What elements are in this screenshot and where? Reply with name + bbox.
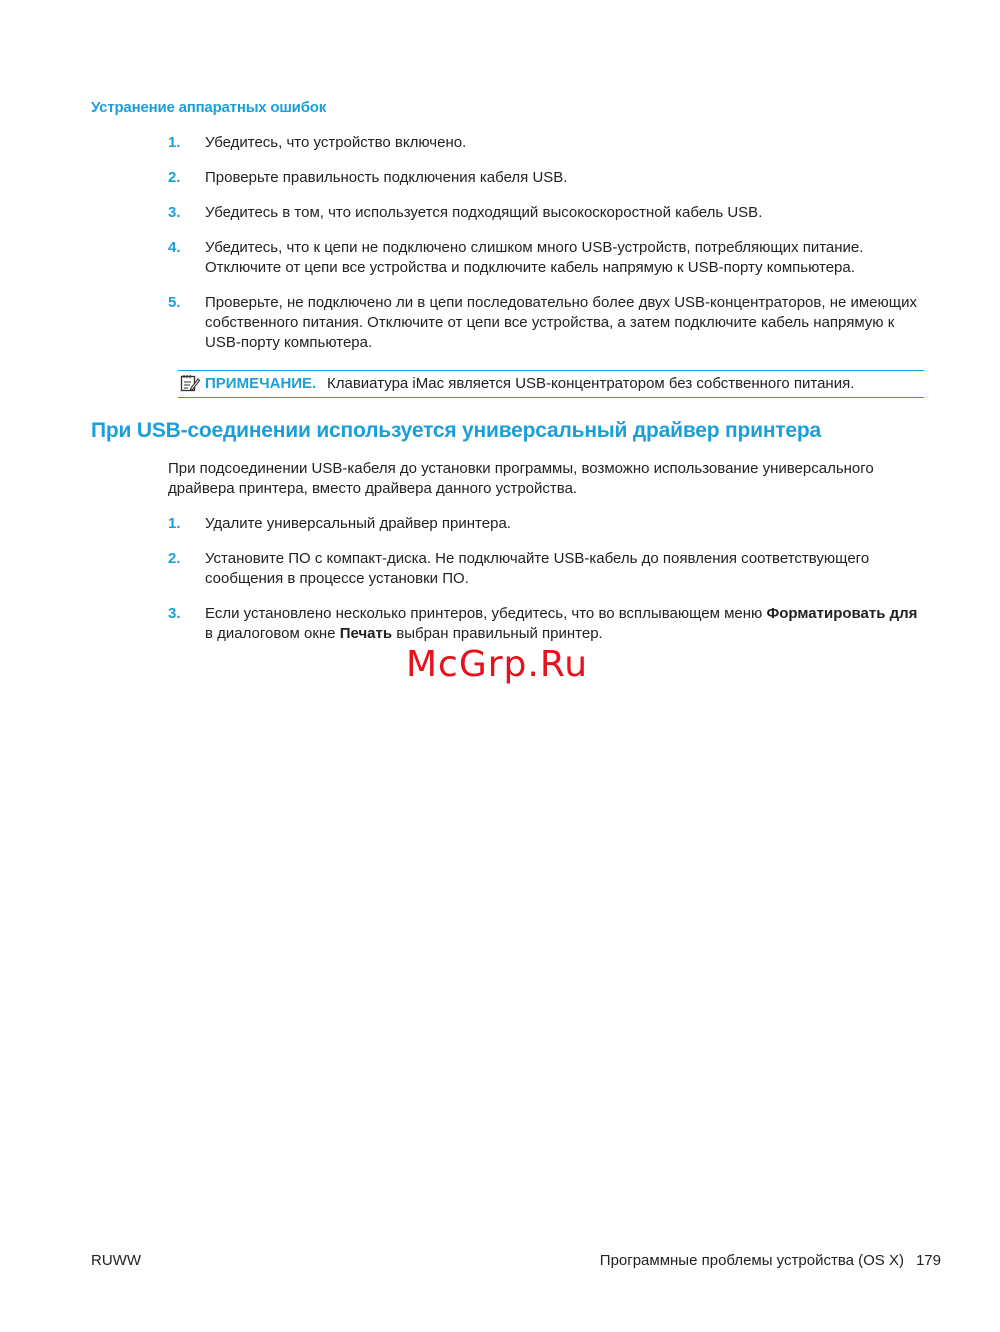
list-item [168, 293, 928, 353]
step-text-part: выбран правильный принтер. [392, 625, 603, 642]
step-text: Проверьте, не подключено ли в цепи последовательно более двух USB-концентраторов, не имеющих собственного питания. Отключите от цепи все устройства, а затем подключите кабель напрямую к USB-порту компьютера. [205, 294, 917, 351]
step-text: Убедитесь, что устройство включено. [205, 134, 467, 151]
list-item [168, 514, 928, 534]
step-text: Проверьте правильность подключения кабеля USB. [205, 169, 568, 186]
step-number: 5. [168, 294, 181, 311]
step-number: 4. [168, 239, 181, 256]
step-text-part: Если установлено несколько принтеров, убедитесь, что во всплывающем меню [205, 605, 767, 622]
section-heading-hardware-errors: Устранение аппаратных ошибок [91, 99, 327, 116]
step-number: 2. [168, 550, 181, 567]
dialog-name-print: Печать [339, 625, 393, 642]
list-item [168, 549, 928, 589]
note-text: Клавиатура iMac является USB-концентратором без собственного питания. [327, 375, 855, 392]
watermark: McGrp.Ru [406, 644, 589, 685]
section-heading-universal-driver: При USB-соединении используется универсальный драйвер принтера [91, 419, 821, 442]
step-number: 2. [168, 169, 181, 186]
note-label: ПРИМЕЧАНИЕ. [205, 375, 317, 392]
step-text: Убедитесь, что к цепи не подключено слишком много USB-устройств, потребляющих питание. Отключите от цепи все устройства и подключите кабель напрямую к USB-порту компьютера. [205, 239, 864, 276]
hardware-steps-list [168, 133, 928, 353]
list-item [168, 203, 928, 223]
page-number: 179 [915, 1252, 941, 1269]
step-text: Удалите универсальный драйвер принтера. [205, 515, 511, 532]
step-text: Установите ПО с компакт-диска. Не подключайте USB-кабель до появления соответствующего сообщения в процессе установки ПО. [205, 550, 870, 587]
list-item [168, 133, 928, 153]
step-number: 3. [168, 204, 181, 221]
footer-section [600, 1252, 941, 1269]
step-text-part: в диалоговом окне [205, 625, 340, 642]
step-text [205, 605, 917, 642]
step-number: 1. [168, 515, 181, 532]
step-number: 3. [168, 605, 181, 622]
driver-steps-list [168, 514, 928, 644]
step-text: Убедитесь в том, что используется подходящий высокоскоростной кабель USB. [205, 204, 763, 221]
list-item [168, 168, 928, 188]
menu-name-format-for: Форматировать для [766, 605, 918, 622]
note-box [178, 370, 924, 398]
section-intro: При подсоединении USB-кабеля до установки программы, возможно использование универсального драйвера принтера, вместо драйвера данного устройства. [168, 460, 874, 497]
list-item [168, 604, 928, 644]
footer-section-title: Программные проблемы устройства (OS X) [599, 1252, 904, 1269]
list-item [168, 238, 928, 278]
note-icon [180, 374, 200, 392]
step-number: 1. [168, 134, 181, 151]
footer-doc-code: RUWW [91, 1252, 141, 1269]
